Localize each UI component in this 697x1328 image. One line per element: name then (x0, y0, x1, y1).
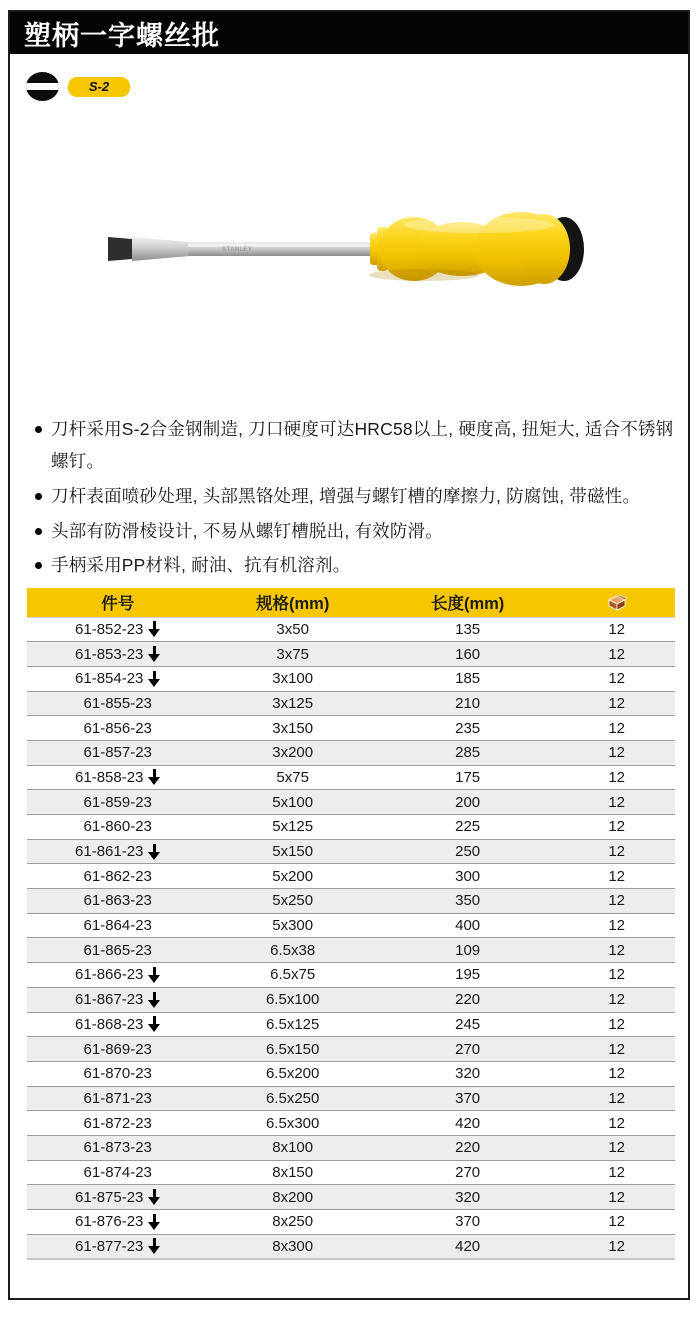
length-value: 109 (377, 938, 558, 963)
screwdriver-image (94, 195, 600, 307)
part-number: 61-856-23 (83, 719, 152, 737)
table-row (27, 740, 675, 765)
table-row (27, 1111, 675, 1136)
length-value: 195 (377, 963, 558, 988)
spec-value: 6.5x125 (208, 1012, 376, 1037)
page-title-bar (10, 12, 688, 54)
spec-value: 3x200 (208, 740, 376, 765)
table-row (27, 1185, 675, 1210)
length-value: 250 (377, 839, 558, 864)
part-number: 61-858-23 (75, 768, 144, 786)
part-number: 61-875-23 (75, 1188, 144, 1206)
table-row (27, 1012, 675, 1037)
length-value: 300 (377, 864, 558, 889)
spec-value: 8x250 (208, 1210, 376, 1235)
down-arrow-icon (148, 1189, 160, 1205)
down-arrow-icon (148, 769, 160, 785)
col-spec: 规格(mm) (208, 588, 376, 617)
pack-qty-value: 12 (558, 864, 675, 889)
pack-qty-value: 12 (558, 740, 675, 765)
table-header-row (27, 588, 675, 617)
part-number: 61-861-23 (75, 843, 144, 861)
length-value: 420 (377, 1111, 558, 1136)
part-number: 61-874-23 (83, 1163, 152, 1181)
length-value: 400 (377, 913, 558, 938)
length-value: 370 (377, 1086, 558, 1111)
pack-qty-value: 12 (558, 815, 675, 840)
spec-table-body (27, 617, 675, 1259)
down-arrow-icon (148, 1016, 160, 1032)
col-pack-qty (558, 588, 675, 617)
feature-item: 头部有防滑棱设计, 不易从螺钉槽脱出, 有效防滑。 (34, 516, 678, 548)
length-value: 370 (377, 1210, 558, 1235)
table-row (27, 963, 675, 988)
table-row (27, 1210, 675, 1235)
length-value: 185 (377, 666, 558, 691)
spec-value: 6.5x150 (208, 1037, 376, 1062)
screwdriver-illustration (94, 195, 600, 307)
table-row (27, 642, 675, 667)
part-number: 61-860-23 (83, 818, 152, 836)
length-value: 200 (377, 790, 558, 815)
pack-qty-value: 12 (558, 987, 675, 1012)
col-part-number: 件号 (27, 588, 208, 617)
table-row (27, 864, 675, 889)
table-row (27, 889, 675, 914)
pack-qty-value: 12 (558, 1160, 675, 1185)
table-row (27, 815, 675, 840)
length-value: 420 (377, 1234, 558, 1259)
blade-taper (132, 237, 190, 261)
part-number: 61-868-23 (75, 1015, 144, 1033)
table-row (27, 691, 675, 716)
pack-qty-value: 12 (558, 1234, 675, 1259)
table-row (27, 1086, 675, 1111)
pack-qty-value: 12 (558, 1061, 675, 1086)
pack-qty-value: 12 (558, 1135, 675, 1160)
spec-value: 6.5x250 (208, 1086, 376, 1111)
length-value: 175 (377, 765, 558, 790)
page-title: 塑柄一字螺丝批 (24, 20, 220, 51)
spec-value: 8x100 (208, 1135, 376, 1160)
slotted-head-icon (26, 72, 59, 101)
spec-value: 5x200 (208, 864, 376, 889)
length-value: 210 (377, 691, 558, 716)
spec-value: 3x100 (208, 666, 376, 691)
length-value: 225 (377, 815, 558, 840)
spec-value: 3x75 (208, 642, 376, 667)
table-row (27, 938, 675, 963)
package-box-icon (606, 594, 628, 611)
length-value: 320 (377, 1061, 558, 1086)
spec-value: 6.5x300 (208, 1111, 376, 1136)
pack-qty-value: 12 (558, 642, 675, 667)
table-row (27, 839, 675, 864)
down-arrow-icon (148, 967, 160, 983)
pack-qty-value: 12 (558, 1037, 675, 1062)
part-number: 61-852-23 (75, 620, 144, 638)
table-row (27, 913, 675, 938)
length-value: 320 (377, 1185, 558, 1210)
length-value: 135 (377, 617, 558, 642)
down-arrow-icon (148, 646, 160, 662)
spec-table (27, 588, 675, 1260)
spec-value: 5x250 (208, 889, 376, 914)
part-number: 61-855-23 (83, 694, 152, 712)
spec-value: 8x200 (208, 1185, 376, 1210)
part-number: 61-864-23 (83, 917, 152, 935)
length-value: 245 (377, 1012, 558, 1037)
part-number: 61-863-23 (83, 892, 152, 910)
part-number: 61-872-23 (83, 1114, 152, 1132)
catalog-sheet (8, 10, 690, 1300)
down-arrow-icon (148, 992, 160, 1008)
part-number: 61-866-23 (75, 966, 144, 984)
spec-value: 6.5x100 (208, 987, 376, 1012)
spec-value: 5x125 (208, 815, 376, 840)
table-row (27, 1234, 675, 1259)
spec-value: 6.5x38 (208, 938, 376, 963)
length-value: 270 (377, 1160, 558, 1185)
feature-item: 刀杆采用S-2合金钢制造, 刀口硬度可达HRC58以上, 硬度高, 扭矩大, 适合不锈钢螺钉。 (34, 414, 678, 478)
pack-qty-value: 12 (558, 1086, 675, 1111)
spec-value: 5x150 (208, 839, 376, 864)
table-row (27, 765, 675, 790)
table-row (27, 1037, 675, 1062)
feature-item: 手柄采用PP材料, 耐油、抗有机溶剂。 (34, 550, 678, 582)
pack-qty-value: 12 (558, 765, 675, 790)
table-row (27, 716, 675, 741)
pack-qty-value: 12 (558, 691, 675, 716)
pack-qty-value: 12 (558, 1012, 675, 1037)
length-value: 220 (377, 987, 558, 1012)
brand-text: STANLEY (222, 247, 253, 253)
part-number: 61-859-23 (83, 793, 152, 811)
spec-value: 3x150 (208, 716, 376, 741)
part-number: 61-876-23 (75, 1213, 144, 1231)
table-row (27, 987, 675, 1012)
spec-value: 8x150 (208, 1160, 376, 1185)
table-row (27, 1135, 675, 1160)
pack-qty-value: 12 (558, 938, 675, 963)
pack-qty-value: 12 (558, 913, 675, 938)
feature-item: 刀杆表面喷砂处理, 头部黑铬处理, 增强与螺钉槽的摩擦力, 防腐蚀, 带磁性。 (34, 481, 678, 513)
spec-value: 3x50 (208, 617, 376, 642)
pack-qty-value: 12 (558, 839, 675, 864)
length-value: 160 (377, 642, 558, 667)
spec-value: 5x100 (208, 790, 376, 815)
spec-value: 8x300 (208, 1234, 376, 1259)
pack-qty-value: 12 (558, 1111, 675, 1136)
s2-steel-badge: S-2 (68, 77, 130, 97)
spec-value: 6.5x75 (208, 963, 376, 988)
pack-qty-value: 12 (558, 666, 675, 691)
down-arrow-icon (148, 844, 160, 860)
pack-qty-value: 12 (558, 1185, 675, 1210)
part-number: 61-867-23 (75, 991, 144, 1009)
part-number: 61-873-23 (83, 1139, 152, 1157)
pack-qty-value: 12 (558, 790, 675, 815)
down-arrow-icon (148, 1214, 160, 1230)
part-number: 61-854-23 (75, 670, 144, 688)
length-value: 235 (377, 716, 558, 741)
table-row (27, 1160, 675, 1185)
part-number: 61-865-23 (83, 941, 152, 959)
part-number: 61-871-23 (83, 1089, 152, 1107)
spec-value: 5x300 (208, 913, 376, 938)
down-arrow-icon (148, 671, 160, 687)
pack-qty-value: 12 (558, 617, 675, 642)
feature-list (34, 414, 678, 585)
product-marks (26, 72, 130, 101)
table-row (27, 666, 675, 691)
length-value: 270 (377, 1037, 558, 1062)
pack-qty-value: 12 (558, 889, 675, 914)
part-number: 61-857-23 (83, 744, 152, 762)
blade-tip (108, 237, 132, 261)
pack-qty-value: 12 (558, 963, 675, 988)
down-arrow-icon (148, 621, 160, 637)
table-row (27, 617, 675, 642)
spec-value: 6.5x200 (208, 1061, 376, 1086)
length-value: 220 (377, 1135, 558, 1160)
spec-value: 5x75 (208, 765, 376, 790)
part-number: 61-877-23 (75, 1237, 144, 1255)
part-number: 61-869-23 (83, 1040, 152, 1058)
part-number: 61-862-23 (83, 867, 152, 885)
table-row (27, 1061, 675, 1086)
length-value: 350 (377, 889, 558, 914)
table-row (27, 790, 675, 815)
spec-value: 3x125 (208, 691, 376, 716)
part-number: 61-853-23 (75, 645, 144, 663)
length-value: 285 (377, 740, 558, 765)
part-number: 61-870-23 (83, 1065, 152, 1083)
down-arrow-icon (148, 1238, 160, 1254)
pack-qty-value: 12 (558, 716, 675, 741)
pack-qty-value: 12 (558, 1210, 675, 1235)
col-length: 长度(mm) (377, 588, 558, 617)
